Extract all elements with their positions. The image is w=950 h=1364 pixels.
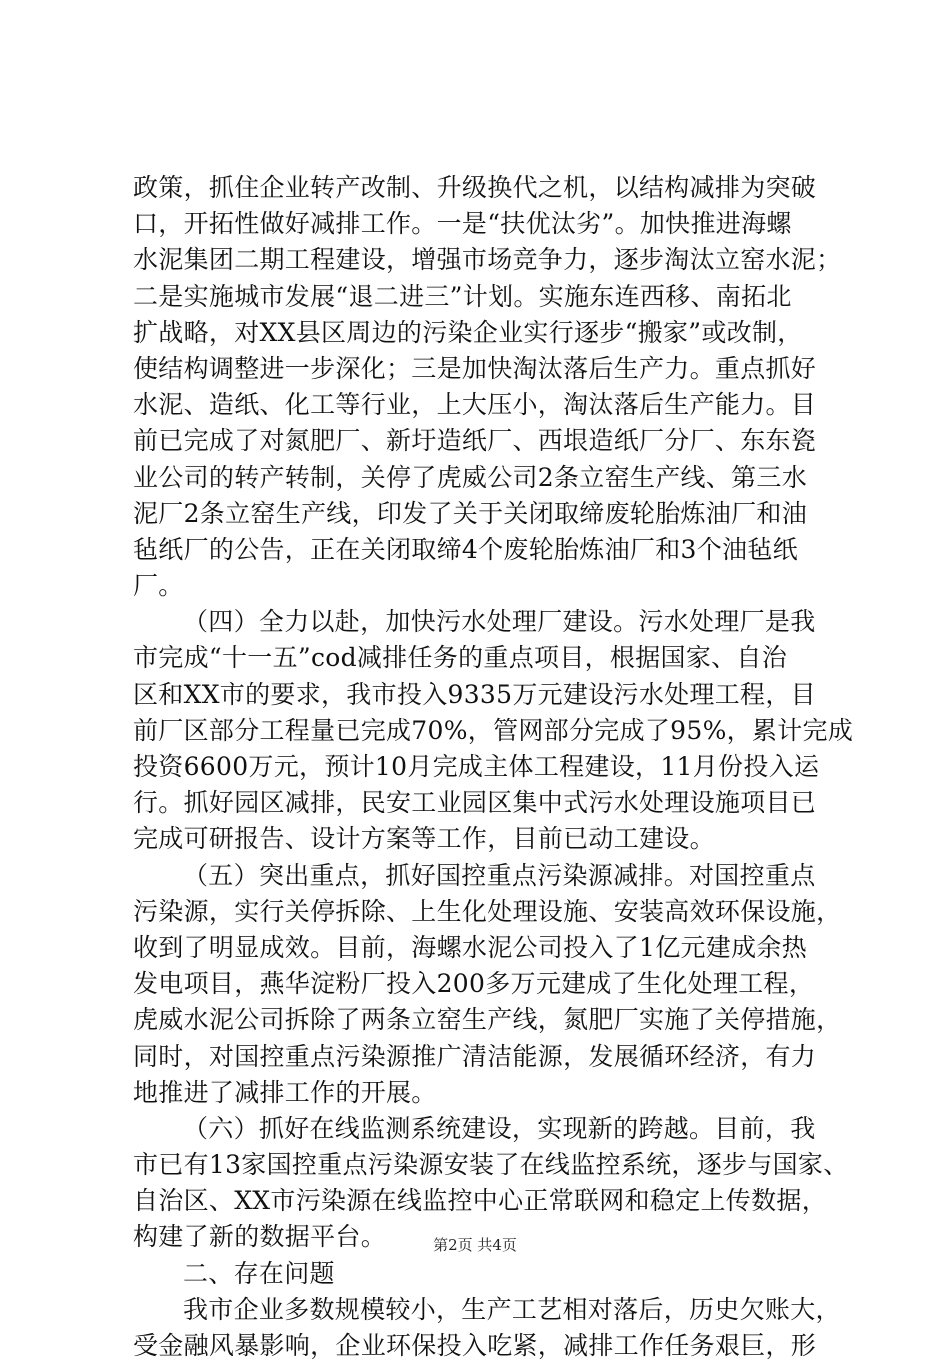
- body-line: 厂。: [133, 571, 184, 601]
- body-line: 业公司的转产转制，关停了虎威公司2条立窑生产线、第三水: [133, 462, 808, 492]
- body-line: 污染源，实行关停拆除、上生化处理设施、安装高效环保设施，: [133, 896, 842, 926]
- body-line: 政策，抓住企业转产改制、升级换代之机，以结构减排为突破: [133, 173, 817, 202]
- body-line: 前厂区部分工程量已完成70%，管网部分完成了95%，累计完成: [133, 715, 854, 745]
- body-line: 完成可研报告、设计方案等工作，目前已动工建设。: [133, 824, 715, 854]
- section-heading-problems: 二、存在问题: [183, 1258, 335, 1288]
- problems-first-line: 我市企业多数规模较小，生产工艺相对落后，历史欠账大，: [183, 1294, 841, 1324]
- body-line: 水泥集团二期工程建设，增强市场竞争力，逐步淘汰立窑水泥；: [133, 245, 842, 275]
- section-4-first-line: （四）全力以赴，加快污水处理厂建设。污水处理厂是我: [183, 607, 816, 637]
- body-line: 发电项目，燕华淀粉厂投入200多万元建成了生化处理工程，: [133, 969, 815, 999]
- body-line: 使结构调整进一步深化；三是加快淘汰落后生产力。重点抓好: [133, 353, 817, 383]
- body-line: 行。抓好园区减排，民安工业园区集中式污水处理设施项目已: [133, 788, 817, 818]
- body-line: 构建了新的数据平台。: [133, 1222, 387, 1252]
- body-line: 泥厂2条立窑生产线，印发了关于关闭取缔废轮胎炼油厂和油: [133, 498, 808, 528]
- body-line: 扩战略，对XX县区周边的污染企业实行逐步“搬家”或改制，: [133, 317, 803, 347]
- body-line: 口，开拓性做好减排工作。一是“扶优汰劣”。加快推进海螺: [133, 209, 792, 239]
- section-6-first-line: （六）抓好在线监测系统建设，实现新的跨越。目前，我: [183, 1113, 816, 1143]
- section-5-first-line: （五）突出重点，抓好国控重点污染源减排。对国控重点: [183, 860, 816, 890]
- body-line: 区和XX市的要求，我市投入9335万元建设污水处理工程，目: [133, 679, 816, 709]
- body-line: 收到了明显成效。目前，海螺水泥公司投入了1亿元建成余热: [133, 932, 808, 962]
- document-body: [133, 170, 854, 1364]
- body-line: 毡纸厂的公告，正在关闭取缔4个废轮胎炼油厂和3个油毡纸: [133, 534, 798, 564]
- body-line: 水泥、造纸、化工等行业，上大压小，淘汰落后生产能力。目: [133, 390, 817, 420]
- body-line: 二是实施城市发展“退二进三”计划。实施东连西移、南拓北: [133, 281, 792, 311]
- body-line: 受金融风暴影响，企业环保投入吃紧，减排工作任务艰巨，形: [133, 1331, 817, 1360]
- body-line: 自治区、XX市污染源在线监控中心正常联网和稳定上传数据，: [133, 1186, 827, 1216]
- body-line: 前已完成了对氮肥厂、新圩造纸厂、西垠造纸厂分厂、东东瓷: [133, 426, 817, 456]
- body-line: 同时，对国控重点污染源推广清洁能源，发展循环经济，有力: [133, 1041, 817, 1071]
- body-line: 投资6600万元，预计10月完成主体工程建设，11月份投入运: [133, 752, 820, 781]
- body-line: 虎威水泥公司拆除了两条立窑生产线，氮肥厂实施了关停措施，: [133, 1005, 842, 1035]
- body-line: 市已有13家国控重点污染源安装了在线监控系统，逐步与国家、: [133, 1150, 849, 1180]
- page-footer: 第2页 共4页: [433, 1236, 517, 1254]
- body-line: 地推进了减排工作的开展。: [133, 1077, 437, 1107]
- body-line: 市完成“十一五”cod减排任务的重点项目，根据国家、自治: [133, 643, 788, 673]
